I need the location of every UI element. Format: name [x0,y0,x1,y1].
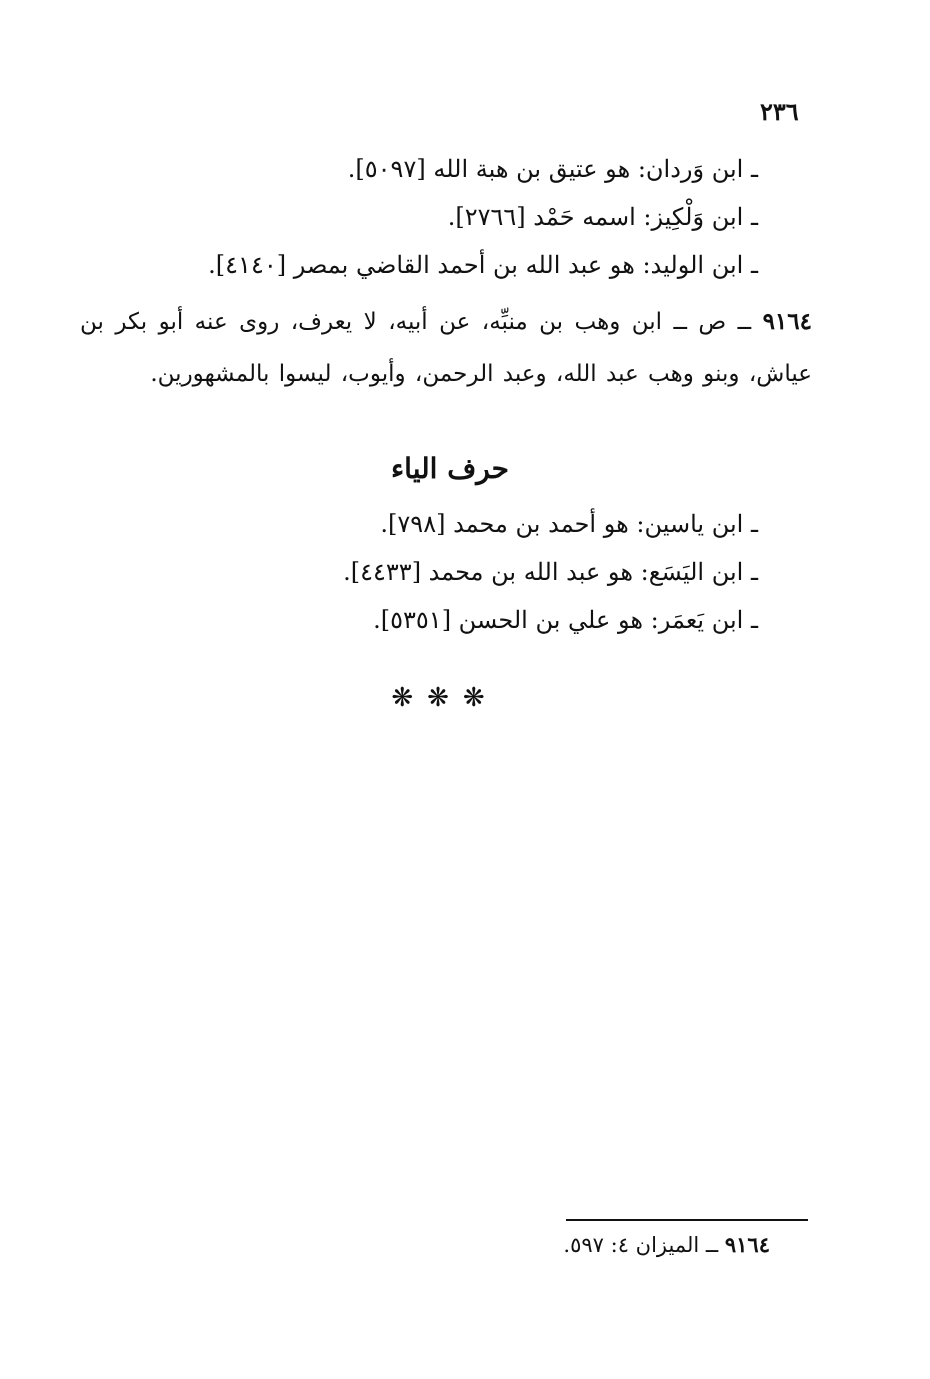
footnote [563,1232,770,1257]
entry-ibn-wardan: ـ ابن وَردان: هو عتيق بن هبة الله [٥٠٩٧]. [347,155,758,183]
page-number: ٢٣٦ [760,97,799,126]
biography-number: ٩١٦٤ [762,308,812,335]
section-heading: حرف الياء [391,452,509,485]
footnote-text: ــ الميزان ٤: ٥٩٧. [563,1233,725,1257]
footnote-rule [566,1219,808,1221]
entry-ibn-al-walid: ـ ابن الوليد: هو عبد الله بن أحمد القاضي بمصر [٤١٤٠]. [208,251,758,279]
entry-ibn-al-yasa: ـ ابن اليَسَع: هو عبد الله بن محمد [٤٤٣٣]. [343,558,758,586]
footnote-number: ٩١٦٤ [724,1232,770,1257]
biography-paragraph [80,296,812,400]
entry-ibn-walkiz: ـ ابن وَلْكِيز: اسمه حَمْد [٢٧٦٦]. [447,203,758,231]
entry-ibn-yasin: ـ ابن ياسين: هو أحمد بن محمد [٧٩٨]. [380,510,758,538]
section-separator: ❋❋❋ [391,683,499,713]
entry-ibn-yamar: ـ ابن يَعمَر: هو علي بن الحسن [٥٣٥١]. [373,606,758,634]
biography-text: ــ ص ــ ابن وهب بن منبِّه، عن أبيه، لا يعرف، روى عنه أبو بكر بن عياش، وبنو وهب عبد الله، وعبد الرحمن، وأيوب، ليسوا بالمشهورين. [80,309,812,387]
